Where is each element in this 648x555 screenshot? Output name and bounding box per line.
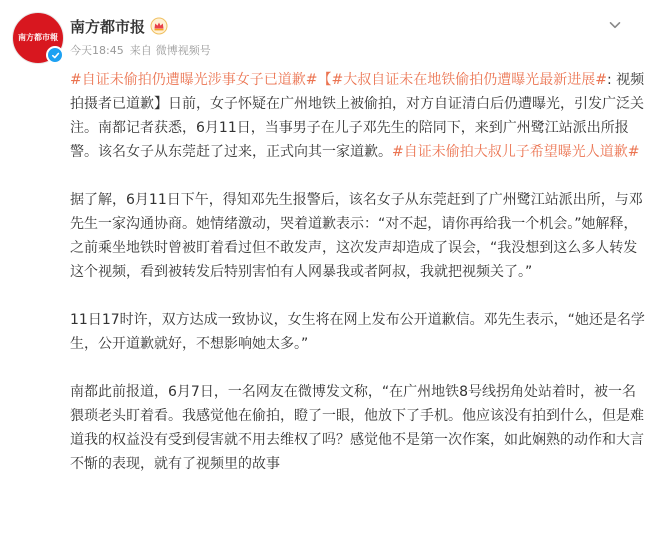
chevron-down-icon xyxy=(608,18,622,32)
hashtag-link[interactable]: 【#大叔自证未在地铁偷拍仍遭曝光最新进展# xyxy=(317,72,607,88)
source-name[interactable]: 微博视频号 xyxy=(155,44,211,57)
avatar-logo-text: 南方都市報 xyxy=(18,33,58,42)
avatar[interactable] xyxy=(12,12,64,64)
more-options-button[interactable] xyxy=(604,14,626,36)
post-paragraph-4: 南都此前报道，6月7日，一名网友在微博发文称，“在广州地铁8号线拐角处站着时，被一名猥琐老头盯着看。我感觉他在偷拍，瞪了一眼，他放下了手机。他应该没有拍到什么，但是难道我的权益没有受到侵害就不用去维权了吗？感觉他不是第一次作案，如此娴熟的动作和大言不惭的表现，就有了视频里的故事 xyxy=(70,384,644,472)
post-paragraph-2: 据了解，6月11日下午，得知邓先生报警后，该名女子从东莞赶到了广州鹭江站派出所，与邓先生一家沟通协商。她情绪激动，哭着道歉表示：“对不起，请你再给我一个机会。”她解释，之前乘坐地铁时曾被盯着看过但不敢发声，这次发声却造成了误会，“我没想到这么多人转发这个视频，看到被转发后特别害怕有人网暴我或者阿叔，我就把视频关了。” xyxy=(70,192,643,280)
account-name[interactable]: 南方都市报 xyxy=(70,17,146,36)
source-prefix: 来自 xyxy=(129,44,152,57)
content-fade-overlay xyxy=(0,547,648,555)
post-paragraph-3: 11日17时许，双方达成一致协议，女生将在网上发布公开道歉信。邓先生表示，“她还是名学生，公开道歉就好，不想影响她太多。” xyxy=(70,312,645,352)
paragraph-text: : 视频拍摄者已道歉】日前，女子怀疑在广州地铁上被偷拍，对方自证清白后仍遭曝光，引发广泛关注。南都记者获悉，6月11日，当事男子在儿子邓先生的陪同下，来到广州鹭江站派出所报警。该名女子从东莞赶了过来，正式向其一家道歉。 xyxy=(70,72,645,160)
hashtag-link[interactable]: #自证未偷拍仍遭曝光涉事女子已道歉# xyxy=(70,72,318,88)
post-source xyxy=(130,42,211,58)
paragraph-spacer xyxy=(70,164,646,188)
crown-icon[interactable] xyxy=(150,17,168,35)
hashtag-link[interactable]: #自证未偷拍大叔儿子希望曝光人道歉# xyxy=(392,144,640,160)
post-paragraph-1 xyxy=(70,68,646,164)
paragraph-spacer xyxy=(70,284,646,308)
post-time[interactable]: 今天18:45 xyxy=(70,44,124,57)
verified-badge-icon xyxy=(46,46,64,64)
name-row xyxy=(70,14,168,38)
post-header xyxy=(12,12,636,70)
paragraph-spacer xyxy=(70,356,646,380)
post-meta xyxy=(70,42,211,58)
post-body xyxy=(70,68,646,476)
check-icon xyxy=(51,51,60,60)
